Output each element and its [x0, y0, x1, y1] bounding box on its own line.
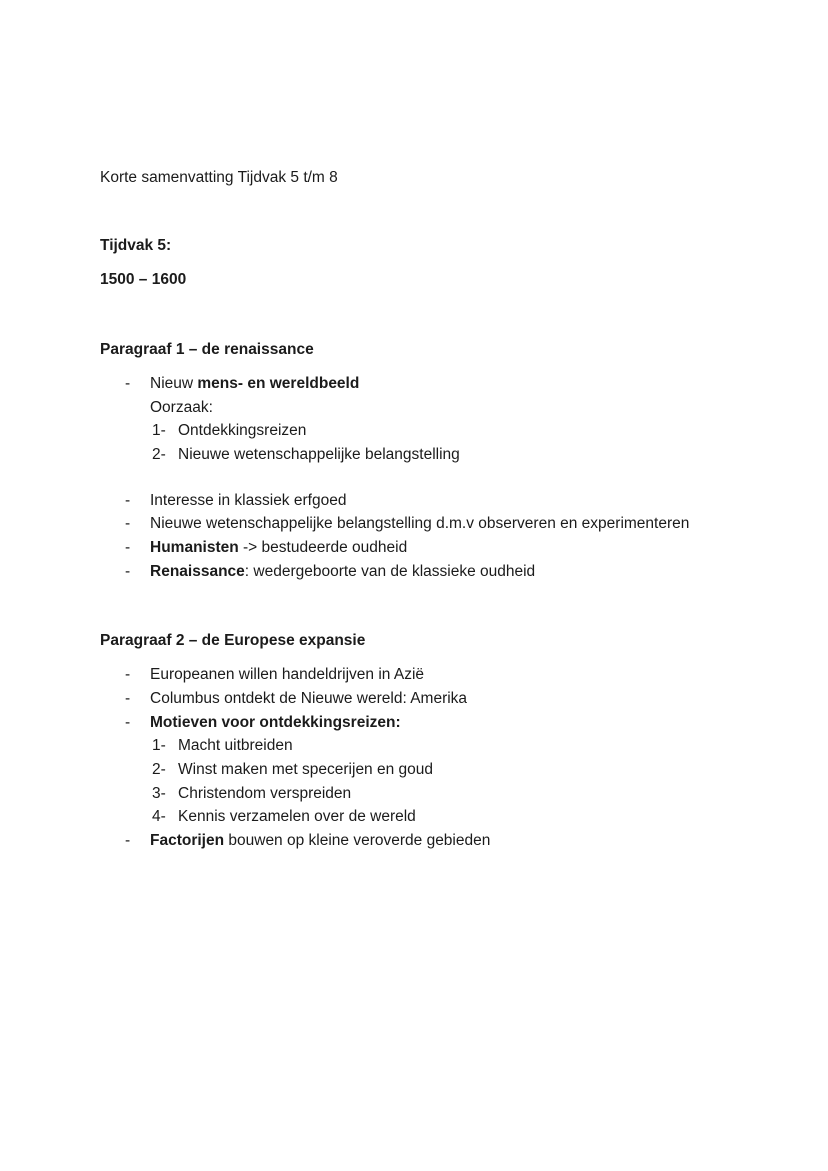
text-run: Nieuwe wetenschappelijke belangstelling — [178, 445, 460, 463]
list-item — [100, 805, 728, 829]
list-item — [100, 711, 728, 735]
number-marker: 4- — [152, 808, 166, 826]
list-item-text — [178, 758, 433, 782]
list-item — [100, 829, 728, 853]
section-heading: Paragraaf 2 – de Europese expansie — [100, 632, 366, 650]
section-europese-expansie — [100, 629, 728, 852]
list-item-text — [178, 734, 293, 758]
list-item — [100, 419, 728, 443]
bullet-marker: - — [125, 713, 131, 731]
text-run: Ontdekkingsreizen — [178, 422, 307, 440]
list-item-text — [150, 536, 407, 560]
bullet-marker: - — [125, 666, 131, 684]
list-item-text — [150, 829, 490, 853]
text-run: Winst maken met specerijen en goud — [178, 760, 434, 778]
text-run: Europeanen willen handeldrijven in Azië — [150, 666, 425, 684]
text-run-bold: Motieven voor ontdekkingsreizen: — [150, 713, 401, 731]
number-marker: 2- — [152, 760, 166, 778]
text-run-bold: mens- en wereldbeeld — [197, 374, 360, 392]
list-item — [100, 758, 728, 782]
list-item-text — [150, 396, 213, 420]
list-item-text — [178, 782, 351, 806]
list-item — [100, 734, 728, 758]
list-item-text — [150, 372, 359, 396]
text-run: Columbus ontdekt de Nieuwe wereld: Amerika — [150, 689, 468, 707]
list-item — [100, 396, 728, 420]
section-renaissance — [100, 338, 728, 583]
list-item-text — [150, 663, 424, 687]
number-marker: 1- — [152, 422, 166, 440]
list-item-text — [178, 443, 460, 467]
section-body — [100, 372, 728, 584]
period-range: 1500 – 1600 — [100, 271, 187, 289]
bullet-marker: - — [125, 562, 131, 580]
text-run: -> bestudeerde oudheid — [238, 539, 408, 557]
list-item — [100, 560, 728, 584]
list-item — [100, 663, 728, 687]
text-run: Interesse in klassiek erfgoed — [150, 491, 347, 509]
list-item — [100, 489, 728, 513]
text-run: Kennis verzamelen over de wereld — [178, 808, 416, 826]
list-item-text — [150, 489, 346, 513]
text-run-bold: Humanisten — [150, 539, 239, 557]
list-item — [100, 536, 728, 560]
list-item-text — [150, 560, 535, 584]
list-item — [100, 782, 728, 806]
period-heading: Tijdvak 5: — [100, 236, 172, 254]
text-run: Macht uitbreiden — [178, 737, 293, 755]
number-marker: 2- — [152, 445, 166, 463]
bullet-marker: - — [125, 515, 131, 533]
bullet-marker: - — [125, 832, 131, 850]
number-marker: 3- — [152, 784, 166, 802]
text-run: Nieuw — [150, 374, 198, 392]
list-item — [100, 443, 728, 467]
text-run: Oorzaak: — [150, 398, 213, 416]
bullet-marker: - — [125, 539, 131, 557]
doc-title: Korte samenvatting Tijdvak 5 t/m 8 — [100, 169, 338, 186]
text-run: : wedergeboorte van de klassieke oudheid — [244, 562, 536, 580]
text-run: bouwen op kleine veroverde gebieden — [224, 832, 491, 850]
bullet-marker: - — [125, 374, 131, 392]
text-run-bold: Renaissance — [150, 562, 245, 580]
text-run-bold: Factorijen — [150, 832, 225, 850]
section-body — [100, 663, 728, 853]
list-item-text — [150, 711, 401, 735]
bullet-marker: - — [125, 689, 131, 707]
bullet-marker: - — [125, 491, 131, 509]
list-item — [100, 687, 728, 711]
text-run: Nieuwe wetenschappelijke belangstelling d.m.v observeren en experimenteren — [150, 515, 690, 533]
list-item — [100, 512, 728, 536]
list-item-text — [178, 419, 306, 443]
number-marker: 1- — [152, 737, 166, 755]
list-item-text — [150, 687, 467, 711]
list-item — [100, 372, 728, 396]
section-heading: Paragraaf 1 – de renaissance — [100, 341, 314, 359]
list-item-text — [178, 805, 416, 829]
paragraph-spacer — [100, 467, 728, 489]
list-item-text — [150, 512, 689, 536]
text-run: Christendom verspreiden — [178, 784, 352, 802]
